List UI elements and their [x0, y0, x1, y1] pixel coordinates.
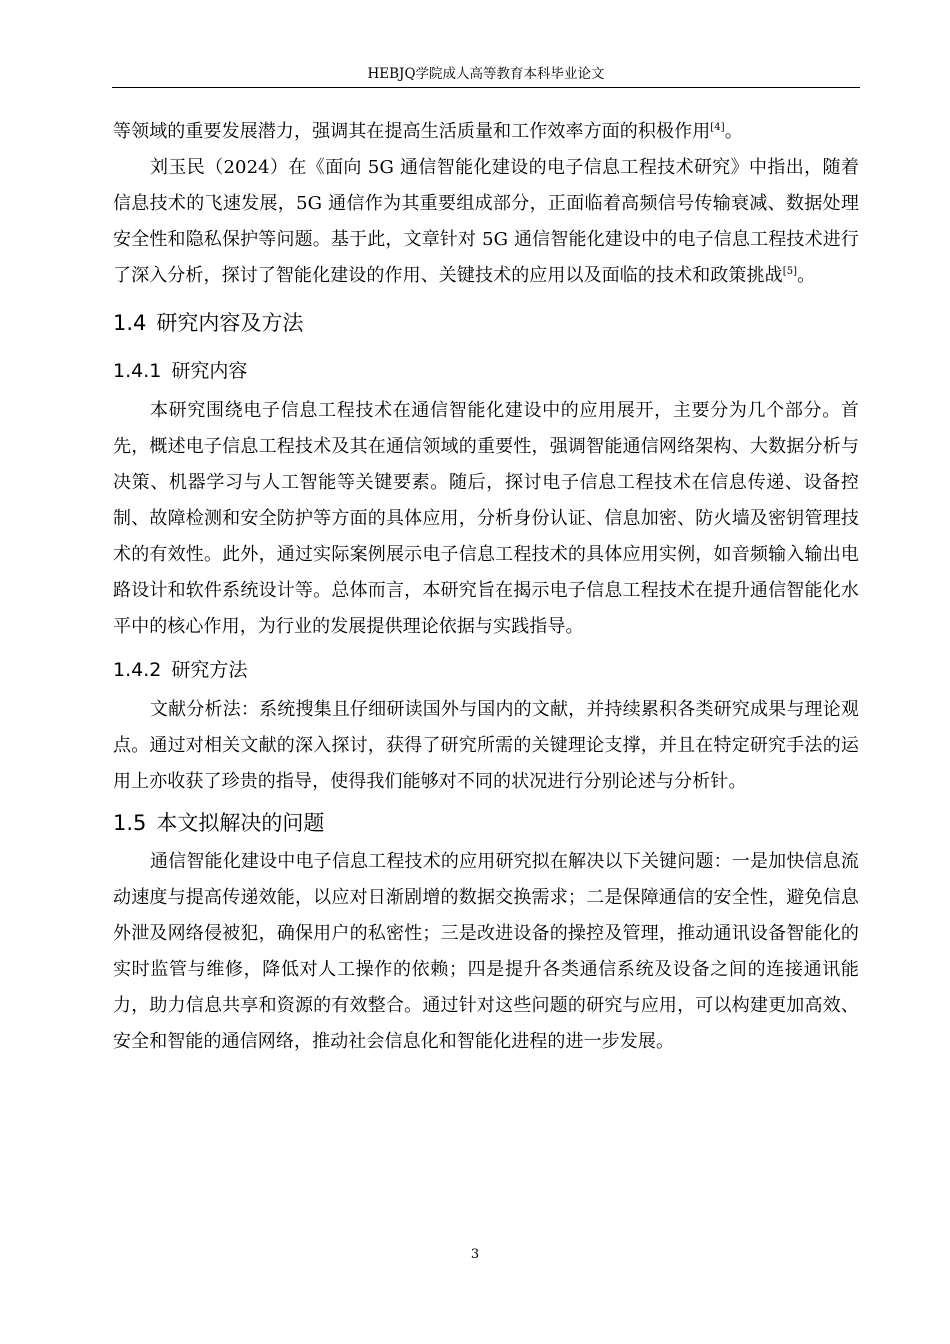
paragraph-text: 等领域的重要发展潜力，强调其在提高生活质量和工作效率方面的积极作用 [113, 121, 711, 142]
section-heading-1-4 [113, 310, 859, 336]
subsection-heading-1-4-1 [113, 359, 859, 383]
research-method-paragraph: 文献分析法：系统搜集且仔细研读国外与国内的文献，并持续累积各类研究成果与理论观点。通过对相关文献的深入探讨，获得了研究所需的关键理论支撑，并且在特定研究手法的运用上亦收获了珍贵的指导，使得我们能够对不同的状况进行分别论述与分析针。 [113, 699, 859, 792]
paragraph-end: 。 [724, 121, 743, 142]
citation-ref: [4] [710, 122, 725, 133]
subsection-title: 研究方法 [171, 659, 248, 681]
running-header: HEBJQ学院成人高等教育本科毕业论文 [112, 64, 860, 88]
paragraph-liu-yumin [113, 150, 859, 294]
research-content-paragraph: 本研究围绕电子信息工程技术在通信智能化建设中的应用展开，主要分为几个部分。首先，概述电子信息工程技术及其在通信领域的重要性，强调智能通信网络架构、大数据分析与决策、机器学习与人工智能等关键要素。随后，探讨电子信息工程技术在信息传递、设备控制、故障检测和安全防护等方面的具体应用，分析身份认证、信息加密、防火墙及密钥管理技术的有效性。此外，通过实际案例展示电子信息工程技术的具体应用实例，如音频输入输出电路设计和软件系统设计等。总体而言，本研究旨在揭示电子信息工程技术在提升通信智能化水平中的核心作用，为行业的发展提供理论依据与实践指导。 [113, 400, 859, 637]
paragraph-continued [113, 114, 859, 150]
section-title: 研究内容及方法 [156, 311, 304, 335]
paragraph-end: 。 [797, 265, 816, 286]
section-title: 本文拟解决的问题 [156, 811, 325, 835]
paragraph-text: 刘玉民（2024）在《面向 5G 通信智能化建设的电子信息工程技术研究》中指出，随着信息技术的飞速发展，5G 通信作为其重要组成部分，正面临着高频信号传输衰减、数据处理安全性和隐私保护等问题。基于此，文章针对 5G 通信智能化建设中的电子信息工程技术进行了深入分析，探讨了智能化建设的作用、关键技术的应用以及面临的技术和政策挑战 [113, 157, 859, 286]
subsection-number: 1.4.2 [113, 659, 162, 681]
subsection-heading-1-4-2 [113, 658, 859, 682]
problems-paragraph: 通信智能化建设中电子信息工程技术的应用研究拟在解决以下关键问题：一是加快信息流动速度与提高传递效能，以应对日渐剧增的数据交换需求；二是保障通信的安全性，避免信息外泄及网络侵被犯，确保用户的私密性；三是改进设备的操控及管理，推动通讯设备智能化的实时监管与维修，降低对人工操作的依赖；四是提升各类通信系统及设备之间的连接通讯能力，助力信息共享和资源的有效整合。通过针对这些问题的研究与应用，可以构建更加高效、安全和智能的通信网络，推动社会信息化和智能化进程的进一步发展。 [113, 851, 859, 1052]
subsection-title: 研究内容 [171, 360, 248, 382]
section-heading-1-5 [113, 810, 859, 836]
page-body [113, 114, 859, 1060]
citation-ref: [5] [782, 266, 798, 277]
section-number: 1.5 [113, 811, 147, 835]
section-number: 1.4 [113, 311, 147, 335]
subsection-number: 1.4.1 [113, 360, 162, 382]
page-number: 3 [470, 1247, 480, 1262]
